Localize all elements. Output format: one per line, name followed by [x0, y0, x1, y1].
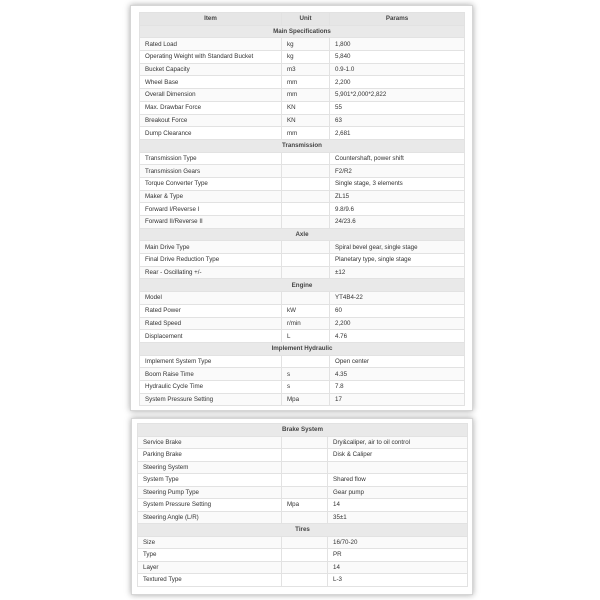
cell-item: Forward I/Reverse I [140, 203, 282, 216]
cell-unit [282, 266, 330, 279]
cell-params: 5,901*2,000*2,822 [330, 89, 465, 102]
cell-unit [282, 436, 328, 449]
cell-item: Parking Brake [138, 449, 282, 462]
cell-params: 55 [330, 101, 465, 114]
cell-params: 14 [328, 499, 468, 512]
table-row [140, 203, 465, 216]
cell-unit [282, 449, 328, 462]
cell-unit: mm [282, 89, 330, 102]
cell-item: System Type [138, 474, 282, 487]
cell-params: Open center [330, 355, 465, 368]
cell-params: 24/23.6 [330, 216, 465, 229]
spec-card-upper [130, 5, 473, 411]
cell-params: Single stage, 3 elements [330, 177, 465, 190]
cell-params: 9.8/9.6 [330, 203, 465, 216]
cell-unit: kW [282, 304, 330, 317]
table-row [140, 292, 465, 305]
table-row [138, 536, 468, 549]
cell-unit [282, 241, 330, 254]
table-row [138, 511, 468, 524]
cell-params: F2/R2 [330, 165, 465, 178]
cell-unit [282, 461, 328, 474]
cell-item: Breakout Force [140, 114, 282, 127]
cell-item: Forward II/Reverse II [140, 216, 282, 229]
cell-params: Spiral bevel gear, single stage [330, 241, 465, 254]
cell-params: Gear pump [328, 486, 468, 499]
cell-item: Transmission Type [140, 152, 282, 165]
cell-unit [282, 216, 330, 229]
section-header-row [140, 279, 465, 292]
cell-unit [282, 152, 330, 165]
cell-params: 63 [330, 114, 465, 127]
cell-params: 2,200 [330, 76, 465, 89]
cell-item: Steering Pump Type [138, 486, 282, 499]
cell-unit [282, 574, 328, 587]
cell-item: Rated Load [140, 38, 282, 51]
table-row [140, 330, 465, 343]
cell-item: Layer [138, 561, 282, 574]
spec-table-upper [139, 12, 465, 406]
cell-params: L-3 [328, 574, 468, 587]
cell-item: Textured Type [138, 574, 282, 587]
cell-unit: mm [282, 127, 330, 140]
cell-unit [282, 190, 330, 203]
cell-item: Steering System [138, 461, 282, 474]
cell-item: Type [138, 549, 282, 562]
cell-unit [282, 474, 328, 487]
table-row [140, 304, 465, 317]
table-row [140, 266, 465, 279]
table-row [140, 241, 465, 254]
cell-item: System Pressure Setting [140, 393, 282, 406]
table-row [140, 355, 465, 368]
cell-params: Countershaft, power shift [330, 152, 465, 165]
section-title: Tires [138, 524, 468, 537]
column-header-unit: Unit [282, 13, 330, 26]
table-row [138, 449, 468, 462]
cell-item: Maker & Type [140, 190, 282, 203]
cell-unit [282, 165, 330, 178]
cell-unit: KN [282, 101, 330, 114]
table-row [140, 89, 465, 102]
cell-unit [282, 486, 328, 499]
section-title: Brake System [138, 424, 468, 437]
cell-unit: s [282, 368, 330, 381]
table-row [140, 51, 465, 64]
table-row [140, 380, 465, 393]
cell-params: Planetary type, single stage [330, 254, 465, 267]
cell-params: 7.8 [330, 380, 465, 393]
table-header-row [140, 13, 465, 26]
table-row [140, 177, 465, 190]
table-row [138, 436, 468, 449]
cell-unit: L [282, 330, 330, 343]
cell-params: 2,681 [330, 127, 465, 140]
table-row [140, 254, 465, 267]
table-row [140, 216, 465, 229]
cell-unit [282, 561, 328, 574]
cell-params: 14 [328, 561, 468, 574]
cell-params: Disk & Caliper [328, 449, 468, 462]
cell-item: Size [138, 536, 282, 549]
section-header-row [140, 342, 465, 355]
cell-item: Final Drive Reduction Type [140, 254, 282, 267]
section-title: Axle [140, 228, 465, 241]
cell-unit [282, 511, 328, 524]
table-row [138, 561, 468, 574]
cell-params: 35±1 [328, 511, 468, 524]
cell-item: Implement System Type [140, 355, 282, 368]
cell-unit [282, 254, 330, 267]
cell-params: 60 [330, 304, 465, 317]
cell-unit: r/min [282, 317, 330, 330]
section-header-row [138, 424, 468, 437]
column-header-params: Params [330, 13, 465, 26]
cell-params: 0.9-1.0 [330, 63, 465, 76]
cell-item: Rated Speed [140, 317, 282, 330]
section-title: Engine [140, 279, 465, 292]
spec-table-upper-body [140, 25, 465, 406]
cell-unit: kg [282, 51, 330, 64]
cell-unit [282, 203, 330, 216]
cell-unit: Mpa [282, 393, 330, 406]
spec-table-lower [137, 423, 468, 587]
cell-params: 1,800 [330, 38, 465, 51]
table-row [140, 101, 465, 114]
cell-unit [282, 549, 328, 562]
cell-item: Rated Power [140, 304, 282, 317]
spec-card-lower [131, 418, 473, 595]
cell-item: Operating Weight with Standard Bucket [140, 51, 282, 64]
cell-item: Model [140, 292, 282, 305]
table-row [138, 499, 468, 512]
cell-params: YT4B4-22 [330, 292, 465, 305]
cell-params: Dry&caliper, air to oil control [328, 436, 468, 449]
cell-unit: kg [282, 38, 330, 51]
cell-params: 2,200 [330, 317, 465, 330]
cell-unit: mm [282, 76, 330, 89]
cell-unit [282, 536, 328, 549]
cell-item: Service Brake [138, 436, 282, 449]
table-row [140, 127, 465, 140]
table-row [138, 474, 468, 487]
cell-params: Shared flow [328, 474, 468, 487]
cell-params: 17 [330, 393, 465, 406]
section-header-row [140, 228, 465, 241]
cell-params: ±12 [330, 266, 465, 279]
cell-unit: m3 [282, 63, 330, 76]
cell-item: Bucket Capacity [140, 63, 282, 76]
cell-item: Rear - Oscillating +/- [140, 266, 282, 279]
cell-unit: Mpa [282, 499, 328, 512]
section-title: Main Specifications [140, 25, 465, 38]
cell-item: Transmission Gears [140, 165, 282, 178]
table-row [140, 63, 465, 76]
cell-unit: KN [282, 114, 330, 127]
table-row [140, 76, 465, 89]
table-row [140, 114, 465, 127]
section-header-row [138, 524, 468, 537]
cell-unit [282, 292, 330, 305]
cell-item: Torque Converter Type [140, 177, 282, 190]
cell-params: PR [328, 549, 468, 562]
spec-table-lower-body [138, 424, 468, 587]
cell-params: 4.35 [330, 368, 465, 381]
section-title: Implement Hydraulic [140, 342, 465, 355]
cell-params [328, 461, 468, 474]
cell-item: Max. Drawbar Force [140, 101, 282, 114]
cell-params: 16/70-20 [328, 536, 468, 549]
cell-item: Dump Clearance [140, 127, 282, 140]
table-row [138, 574, 468, 587]
cell-unit: s [282, 380, 330, 393]
section-title: Transmission [140, 139, 465, 152]
table-row [138, 549, 468, 562]
cell-params: 5,840 [330, 51, 465, 64]
cell-params: ZL15 [330, 190, 465, 203]
column-header-item: Item [140, 13, 282, 26]
cell-item: System Pressure Setting [138, 499, 282, 512]
cell-item: Overall Dimension [140, 89, 282, 102]
table-row [138, 486, 468, 499]
cell-unit [282, 177, 330, 190]
section-header-row [140, 25, 465, 38]
table-row [140, 38, 465, 51]
cell-item: Steering Angle (L/R) [138, 511, 282, 524]
cell-item: Main Drive Type [140, 241, 282, 254]
cell-item: Wheel Base [140, 76, 282, 89]
cell-unit [282, 355, 330, 368]
table-row [140, 190, 465, 203]
cell-params: 4.76 [330, 330, 465, 343]
cell-item: Displacement [140, 330, 282, 343]
cell-item: Hydraulic Cycle Time [140, 380, 282, 393]
table-row [140, 368, 465, 381]
cell-item: Boom Raise Time [140, 368, 282, 381]
section-header-row [140, 139, 465, 152]
table-row [138, 461, 468, 474]
table-row [140, 317, 465, 330]
table-row [140, 393, 465, 406]
table-row [140, 152, 465, 165]
table-row [140, 165, 465, 178]
